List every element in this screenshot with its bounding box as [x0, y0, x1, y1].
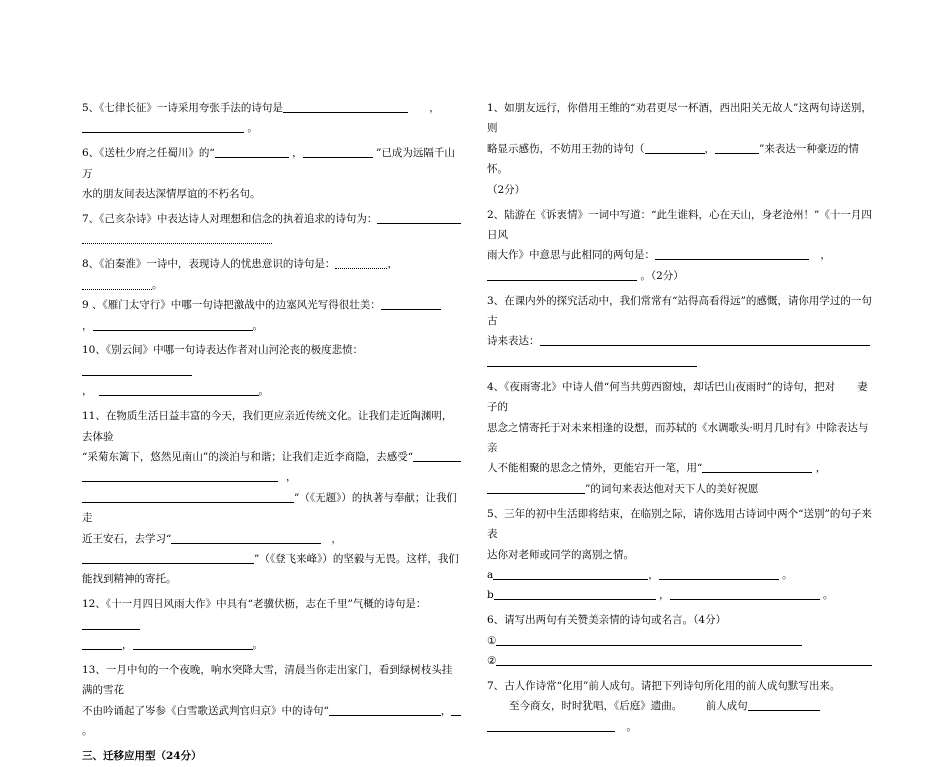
- question-6-left: 6、《送杜少府之任蜀川》的“ ， ”已成为远隔千山万: [82, 147, 455, 180]
- answer-blank[interactable]: [99, 383, 259, 396]
- section-heading: 三、迁移应用型（24分）: [82, 750, 202, 763]
- question-8-left: 8、《泊秦淮》一诗中，表现诗人的忧患意识的诗句是： ，。: [82, 258, 398, 291]
- question-5-right: 5、三年的初中生活即将结束，在临别之际，请你选用古诗词中两个“送别”的句子来表: [487, 507, 872, 541]
- answer-blank[interactable]: [715, 141, 759, 154]
- answer-blank[interactable]: [493, 567, 648, 580]
- answer-blank[interactable]: [702, 460, 812, 473]
- question-5-left: 5、《七律长征》一诗采用夸张手法的诗句是 ，: [82, 102, 440, 114]
- answer-blank[interactable]: [377, 211, 461, 224]
- question-1-right: 1、如朋友远行，你借用王维的“劝君更尽一杯酒，西出阳关无故人”这两句诗送别，则: [487, 102, 872, 135]
- question-4-right: 4、《夜雨寄北》中诗人借“何当共剪西窗烛，却话巴山夜雨时”的诗句，把对 妻子的: [487, 380, 868, 414]
- answer-blank[interactable]: [655, 247, 809, 260]
- question-9-left: 9 、《雁门太守行》中哪一句诗把激战中的边塞风光写得很壮美：: [82, 295, 462, 315]
- answer-blank[interactable]: [496, 653, 872, 666]
- answer-blank[interactable]: [329, 703, 441, 716]
- answer-blank[interactable]: [82, 120, 244, 133]
- question-7-left: 7、《己亥杂诗》中表达诗人对理想和信念的执着追求的诗句为：: [82, 209, 462, 229]
- question-10-left: 10、《别云间》中哪一句诗表达作者对山河沦丧的极度悲愤：: [82, 340, 462, 381]
- answer-blank[interactable]: [82, 469, 278, 482]
- answer-blank[interactable]: [496, 633, 802, 646]
- left-column: 5、《七律长征》一诗采用夸张手法的诗句是 ， 。 6、《送杜少府之任蜀川》的“ ， ”已成为远隔千山万 水的朋友间表达深情厚谊的不朽名句。 7、《己亥杂诗》中表达诗人对理想和信念的执着追求的诗句为： 8、《泊秦淮》一诗中，表现诗人的忧患意识的诗句是： ，。 9 、《雁门太守行》中哪一句诗把激战中的边塞风光写得很壮美： ， 。 10、《别云间》中哪一句诗表达作者对山河沦丧的极度悲愤： ， 。 11、在物质生活日益丰富的今天，我们更应亲近传统文化。让我们走近陶渊明，去体验 “采菊东篱下，悠然见南山”的淡泊与和谐；让我们走近李商隐，去感受“ ， ”（《无题》）的执著与奉献；让我们走 近王安石，去学习“ ， ”（《登飞来峰》）的坚毅与无畏。这样，我们 能找到精神的寄托。 12、《十一月四日风雨大作》中具有“老骥伏枥，志在千里”气概的诗句是： ， 。 13、一月中旬的一个夜晚，响水突降大雪，清晨当你走出家门，看到绿树枝头挂满的雪花 不由吟诵起了岑参《白雪歌送武判官归京》中的诗句“ ， 。 三、迁移应用型（24分）: [82, 98, 462, 767]
- answer-blank[interactable]: [413, 449, 461, 462]
- answer-blank[interactable]: [93, 318, 253, 331]
- answer-blank[interactable]: [82, 551, 254, 564]
- right-column: 1、如朋友远行，你借用王维的“劝君更尽一杯酒，西出阳关无故人”这两句诗送别，则 略显示感伤，不妨用王勃的诗句（ ， ”来表达一种豪迈的情怀。 （2分） 2、陆游在《诉衷情》一词中写道：“此生谁料，心在天山，身老沧州！”《十一月四日风 雨大作》中意思与此相同的两句是： ， 。（2分） 3、在课内外的探究活动中，我们常常有“站得高看得远”的感慨，请你用学过的一句古 诗来表达： 4、《夜雨寄北》中诗人借“何当共剪西窗烛，却话巴山夜雨时”的诗句，把对 妻子的 思念之情寄托于对未来相逢的设想，而苏轼的《水调歌头·明月几时有》中除表达与亲 人不能相聚的思念之情外，更能宕开一笔，用“ ， ”的词句来表达他对天下人的美好祝愿 5、三年的初中生活即将结束，在临别之际，请你选用古诗词中两个“送别”的句子来表 达你对老师或同学的离别之情。 a ， 。 b ， 。 6、请写出两句有关赞美亲情的诗句或名言。（4分） ① ② 7、古人作诗常“化用”前人成句。请把下列诗句所化用的前人成句默写出来。 至今商女，时时犹唱，《后庭》遗曲。 前人成句 。: [487, 98, 877, 737]
- answer-blank[interactable]: [659, 567, 779, 580]
- question-3-right: 3、在课内外的探究活动中，我们常常有“站得高看得远”的感慨，请你用学过的一句古: [487, 294, 872, 328]
- answer-blank[interactable]: [82, 637, 122, 650]
- answer-blank[interactable]: [82, 490, 294, 503]
- answer-blank[interactable]: [82, 231, 272, 244]
- question-2-right: 2、陆游在《诉衷情》一词中写道：“此生谁料，心在天山，身老沧州！”《十一月四日风: [487, 208, 872, 241]
- answer-blank[interactable]: [487, 354, 697, 367]
- question-12-left: 12、《十一月四日风雨大作》中具有“老骥伏枥，志在千里”气概的诗句是：: [82, 594, 462, 635]
- question-11-left: 11、在物质生活日益丰富的今天，我们更应亲近传统文化。让我们走近陶渊明，去体验: [82, 410, 453, 443]
- answer-blank[interactable]: [215, 145, 289, 158]
- answer-blank[interactable]: [540, 333, 870, 346]
- answer-blank[interactable]: [303, 145, 373, 158]
- answer-blank[interactable]: [82, 617, 140, 630]
- answer-blank[interactable]: [494, 587, 656, 600]
- answer-blank[interactable]: [82, 363, 192, 376]
- answer-blank[interactable]: [748, 698, 820, 711]
- answer-blank[interactable]: [335, 256, 387, 269]
- answer-blank[interactable]: [171, 531, 321, 544]
- question-7-right: 7、古人作诗常“化用”前人成句。请把下列诗句所化用的前人成句默写出来。: [487, 679, 841, 692]
- answer-blank[interactable]: [451, 703, 461, 716]
- answer-blank[interactable]: [381, 297, 441, 310]
- answer-blank[interactable]: [283, 100, 408, 113]
- answer-blank[interactable]: [670, 587, 820, 600]
- answer-blank[interactable]: [487, 481, 585, 494]
- answer-blank[interactable]: [487, 719, 615, 732]
- answer-blank[interactable]: [133, 637, 253, 650]
- answer-blank[interactable]: [645, 141, 705, 154]
- question-13-left: 13、一月中旬的一个夜晚，响水突降大雪，清晨当你走出家门，看到绿树枝头挂满的雪花: [82, 664, 453, 697]
- question-6-right: 6、请写出两句有关赞美亲情的诗句或名言。（4分）: [487, 614, 727, 627]
- answer-blank[interactable]: [487, 268, 637, 281]
- answer-blank[interactable]: [82, 277, 152, 290]
